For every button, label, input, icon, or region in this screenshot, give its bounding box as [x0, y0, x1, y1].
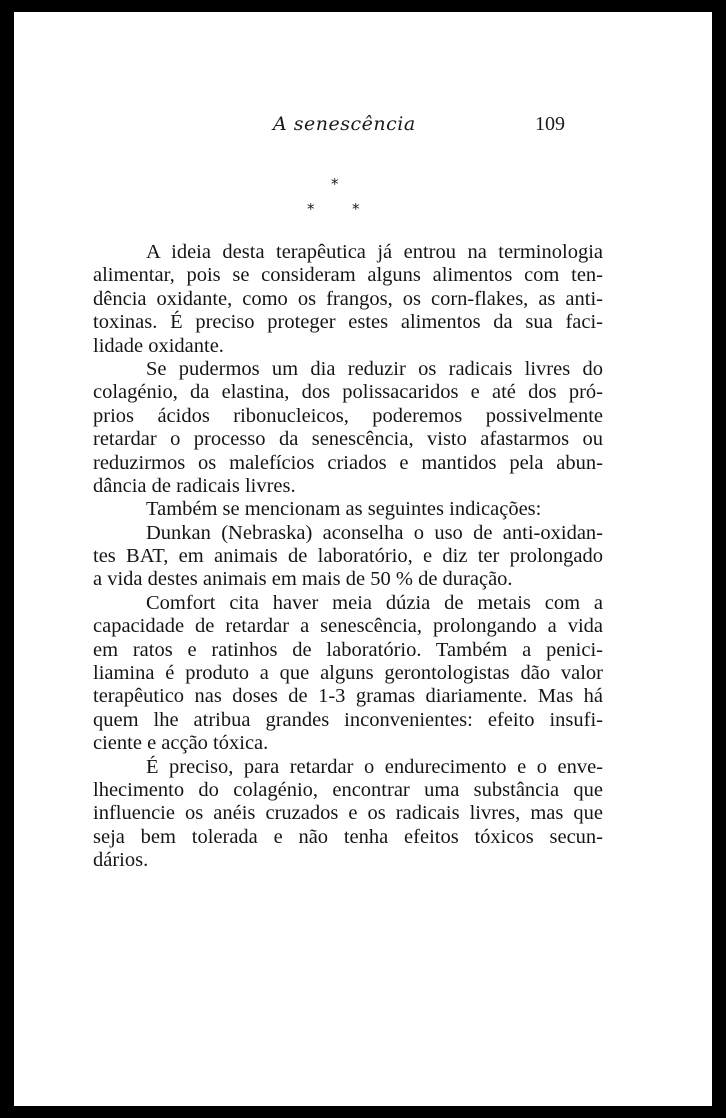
text-line: liamina é produto a que alguns gerontologistas dão valor [93, 662, 603, 685]
text-line: lhecimento do colagénio, encontrar uma substância que [93, 778, 603, 801]
text-line: reduzirmos os malefícios criados e mantidos pela abun- [93, 451, 603, 474]
text-line: terapêutico nas doses de 1-3 gramas diariamente. Mas há [93, 685, 603, 708]
text-line: seja bem tolerada e não tenha efeitos tóxicos secun- [93, 825, 603, 848]
text-line: Se pudermos um dia reduzir os radicais livres do [146, 357, 603, 380]
text-line: a vida destes animais em mais de 50 % de duração. [93, 568, 513, 591]
text-line: tes BAT, em animais de laboratório, e diz ter prolongado [93, 545, 603, 568]
text-line: Comfort cita haver meia dúzia de metais com a [146, 591, 603, 614]
text-line: capacidade de retardar a senescência, prolongando a vida [93, 615, 603, 638]
text-line: retardar o processo da senescência, visto afastarmos ou [93, 428, 603, 451]
text-line: em ratos e ratinhos de laboratório. Também a penici- [93, 638, 603, 661]
text-line: Dunkan (Nebraska) aconselha o uso de anti-oxidan- [146, 521, 603, 544]
text-line: prios ácidos ribonucleicos, poderemos possivelmente [93, 404, 603, 427]
asterism-star-top: * [331, 175, 339, 193]
text-line: quem lhe atribua grandes inconvenientes: efeito insufi- [93, 708, 603, 731]
asterism-star-left: * [307, 200, 315, 218]
text-line: alimentar, pois se consideram alguns alimentos com ten- [93, 264, 603, 287]
text-line: É preciso, para retardar o endurecimento e o enve- [146, 755, 603, 778]
text-line: colagénio, da elastina, dos polissacaridos e até dos pró- [93, 381, 603, 404]
text-line: dância de radicais livres. [93, 474, 296, 497]
text-line: dários. [93, 849, 149, 872]
text-line: dência oxidante, como os frangos, os corn-flakes, as anti- [93, 287, 603, 310]
running-title: A senescência [273, 113, 416, 135]
text-line: Também se mencionam as seguintes indicações: [146, 498, 542, 521]
text-line: lidade oxidante. [93, 334, 224, 357]
asterism-star-right: * [352, 200, 360, 218]
page-number: 109 [535, 113, 565, 135]
text-line: ciente e acção tóxica. [93, 732, 269, 755]
book-page [14, 12, 712, 1106]
text-line: influencie os anéis cruzados e os radicais livres, mas que [93, 802, 603, 825]
body-text [93, 241, 603, 873]
running-header [14, 113, 712, 137]
text-line: toxinas. É preciso proteger estes alimentos da sua faci- [93, 311, 603, 334]
text-line: A ideia desta terapêutica já entrou na terminologia [146, 241, 603, 263]
